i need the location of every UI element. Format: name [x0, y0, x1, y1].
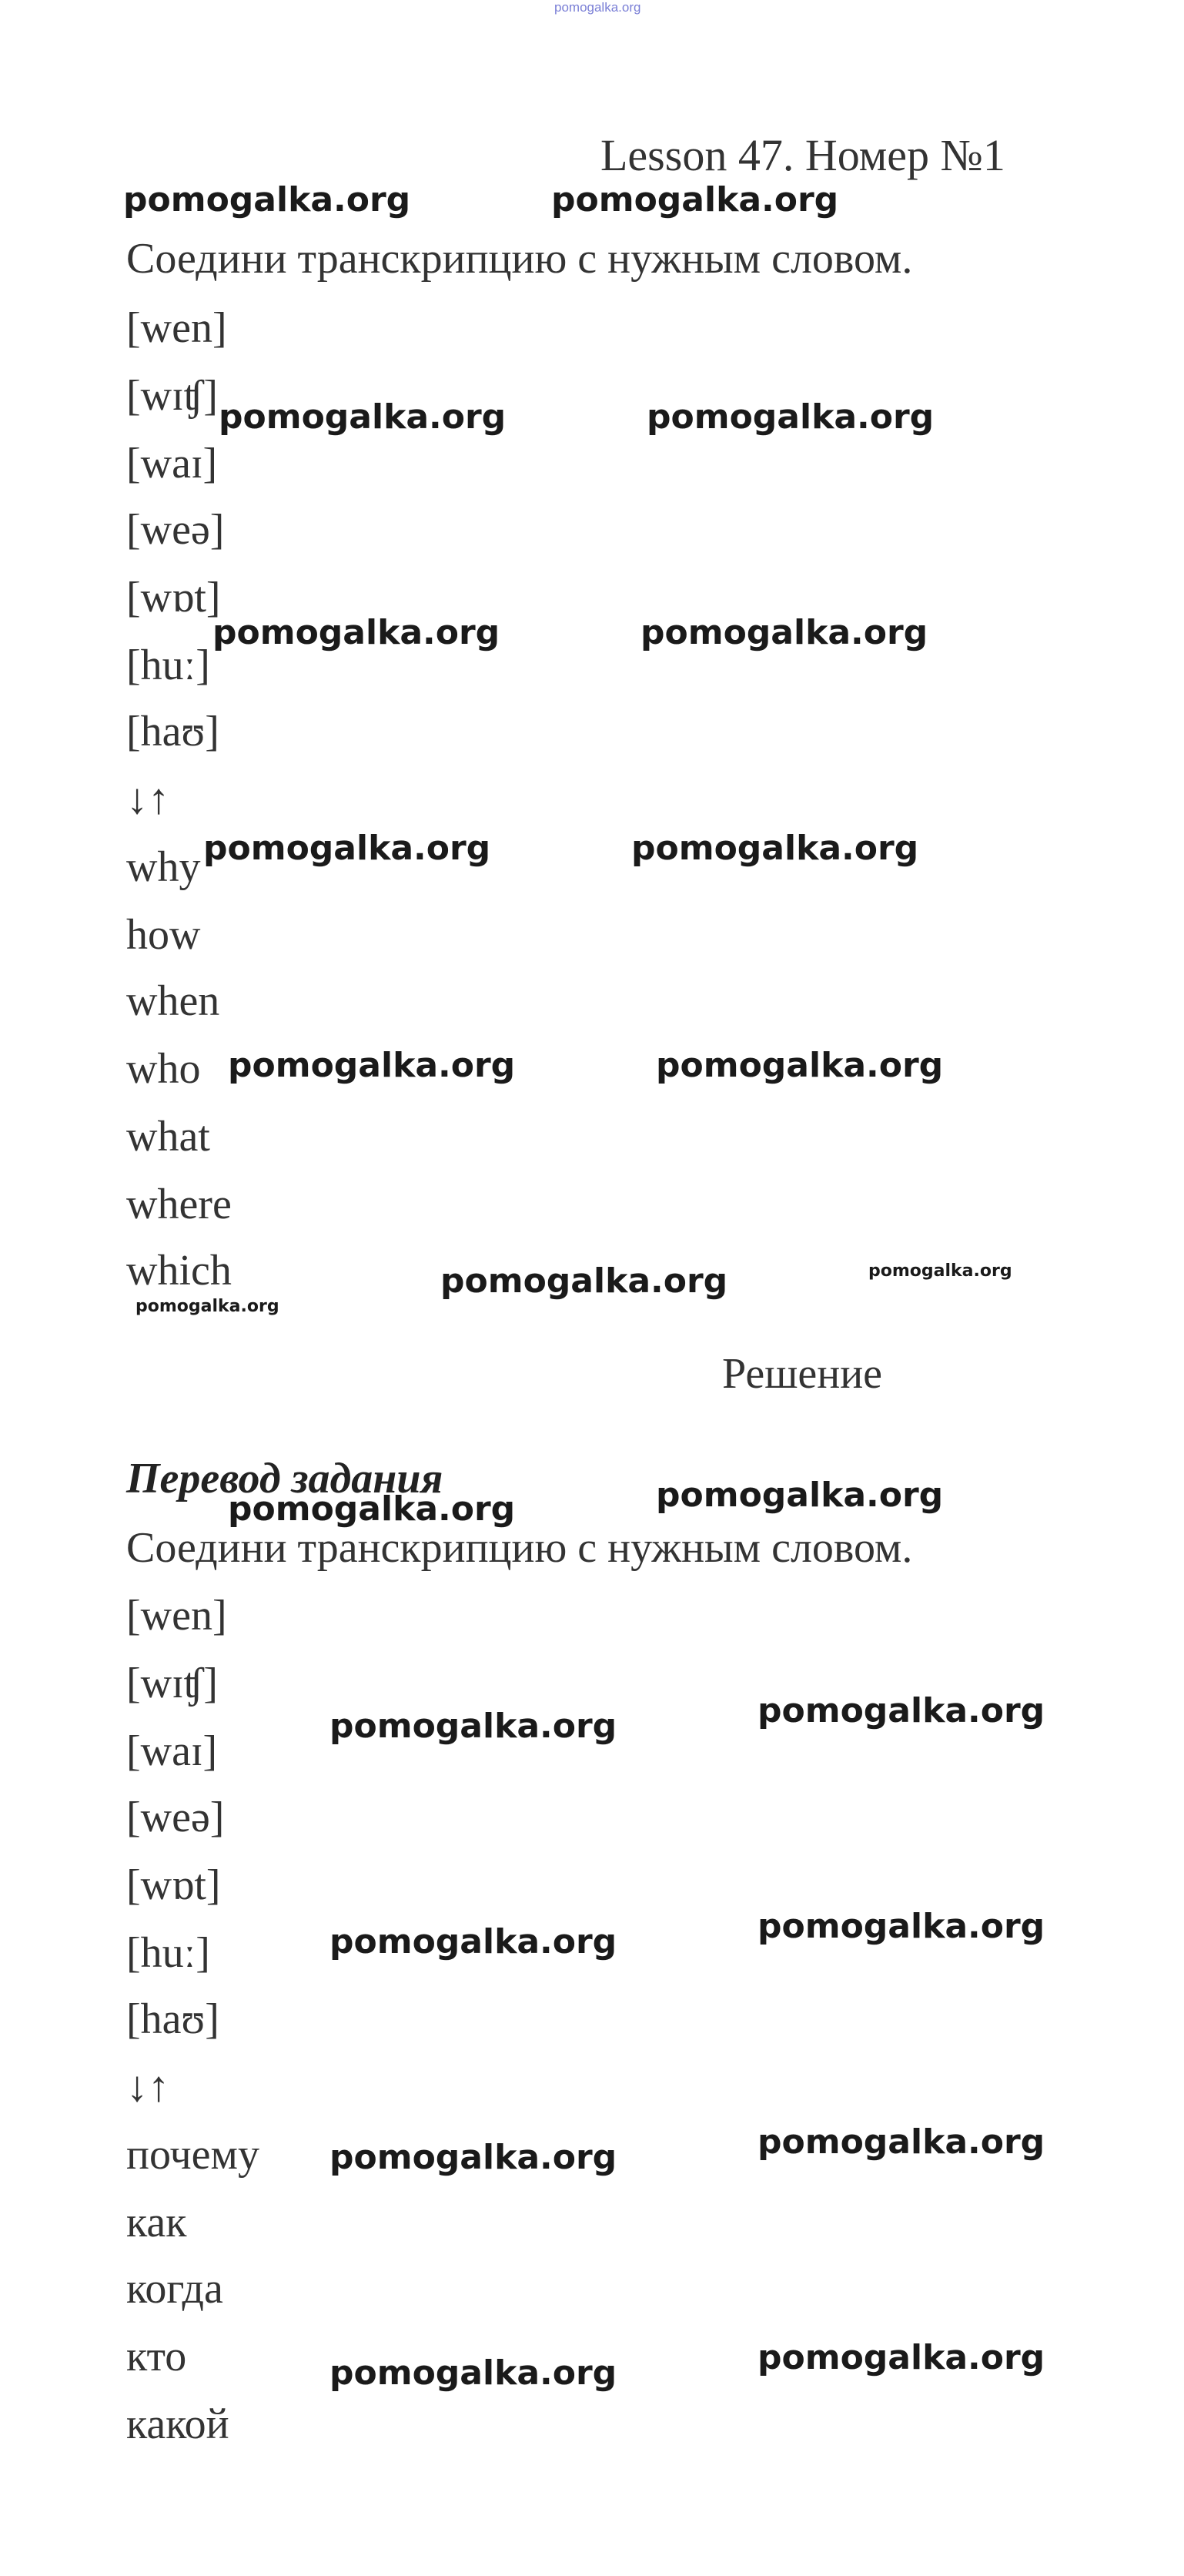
watermark: pomogalka.org	[329, 1707, 617, 1746]
task-arrows: ↓↑	[126, 775, 169, 823]
watermark: pomogalka.org	[640, 613, 928, 652]
task-word-5: what	[126, 1113, 210, 1161]
task-transcription-5: [wɒt]	[126, 574, 221, 621]
translation-instruction: Соедини транскрипцию с нужным словом.	[126, 1524, 913, 1572]
translation-arrows: ↓↑	[126, 2063, 169, 2111]
translation-word-3: когда	[126, 2265, 223, 2313]
task-word-3: when	[126, 977, 220, 1025]
task-word-4: who	[126, 1045, 201, 1093]
task-transcription-4: [weə]	[126, 506, 225, 554]
task-transcription-7: [haʊ]	[126, 708, 219, 755]
watermark: pomogalka.org	[228, 1046, 516, 1085]
watermark: pomogalka.org	[631, 829, 919, 868]
translation-heading: Перевод задания	[126, 1455, 443, 1502]
task-word-7: which	[126, 1247, 232, 1295]
watermark: pomogalka.org	[758, 2338, 1045, 2377]
watermark: pomogalka.org	[228, 1489, 516, 1529]
top-watermark: pomogalka.org	[554, 0, 641, 15]
task-transcription-2: [wɪʧ]	[126, 372, 219, 420]
watermark: pomogalka.org	[123, 180, 411, 219]
watermark: pomogalka.org	[758, 1907, 1045, 1946]
task-transcription-3: [waɪ]	[126, 440, 218, 487]
watermark: pomogalka.org	[219, 397, 507, 437]
translation-transcription-5: [wɒt]	[126, 1861, 221, 1909]
watermark: pomogalka.org	[329, 2138, 617, 2177]
task-word-6: where	[126, 1181, 232, 1228]
translation-word-1: почему	[126, 2131, 259, 2179]
translation-transcription-4: [weə]	[126, 1794, 225, 1841]
translation-transcription-2: [wɪʧ]	[126, 1660, 219, 1707]
translation-transcription-3: [waɪ]	[126, 1727, 218, 1775]
solution-heading: Решение	[722, 1350, 883, 1398]
task-transcription-1: [wen]	[126, 304, 227, 352]
watermark: pomogalka.org	[329, 2353, 617, 2393]
watermark: pomogalka.org	[329, 1922, 617, 1961]
translation-transcription-1: [wen]	[126, 1592, 227, 1640]
translation-word-5: какой	[126, 2400, 229, 2448]
watermark: pomogalka.org	[656, 1046, 944, 1085]
lesson-title: Lesson 47. Номер №1	[600, 130, 1005, 180]
task-word-2: how	[126, 911, 201, 959]
watermark: pomogalka.org	[758, 1691, 1045, 1730]
watermark-small: pomogalka.org	[135, 1297, 279, 1316]
translation-transcription-7: [haʊ]	[126, 1995, 219, 2043]
watermark: pomogalka.org	[203, 829, 491, 868]
task-instruction: Соедини транскрипцию с нужным словом.	[126, 235, 913, 283]
watermark: pomogalka.org	[440, 1261, 728, 1301]
watermark: pomogalka.org	[647, 397, 935, 437]
task-word-1: why	[126, 843, 201, 891]
translation-word-4: кто	[126, 2333, 187, 2380]
watermark: pomogalka.org	[551, 180, 839, 219]
translation-word-2: как	[126, 2199, 187, 2246]
watermark: pomogalka.org	[656, 1476, 944, 1515]
translation-transcription-6: [huː]	[126, 1929, 210, 1977]
watermark: pomogalka.org	[758, 2122, 1045, 2162]
watermark-small: pomogalka.org	[868, 1261, 1012, 1281]
task-transcription-6: [huː]	[126, 641, 210, 689]
watermark: pomogalka.org	[212, 613, 500, 652]
